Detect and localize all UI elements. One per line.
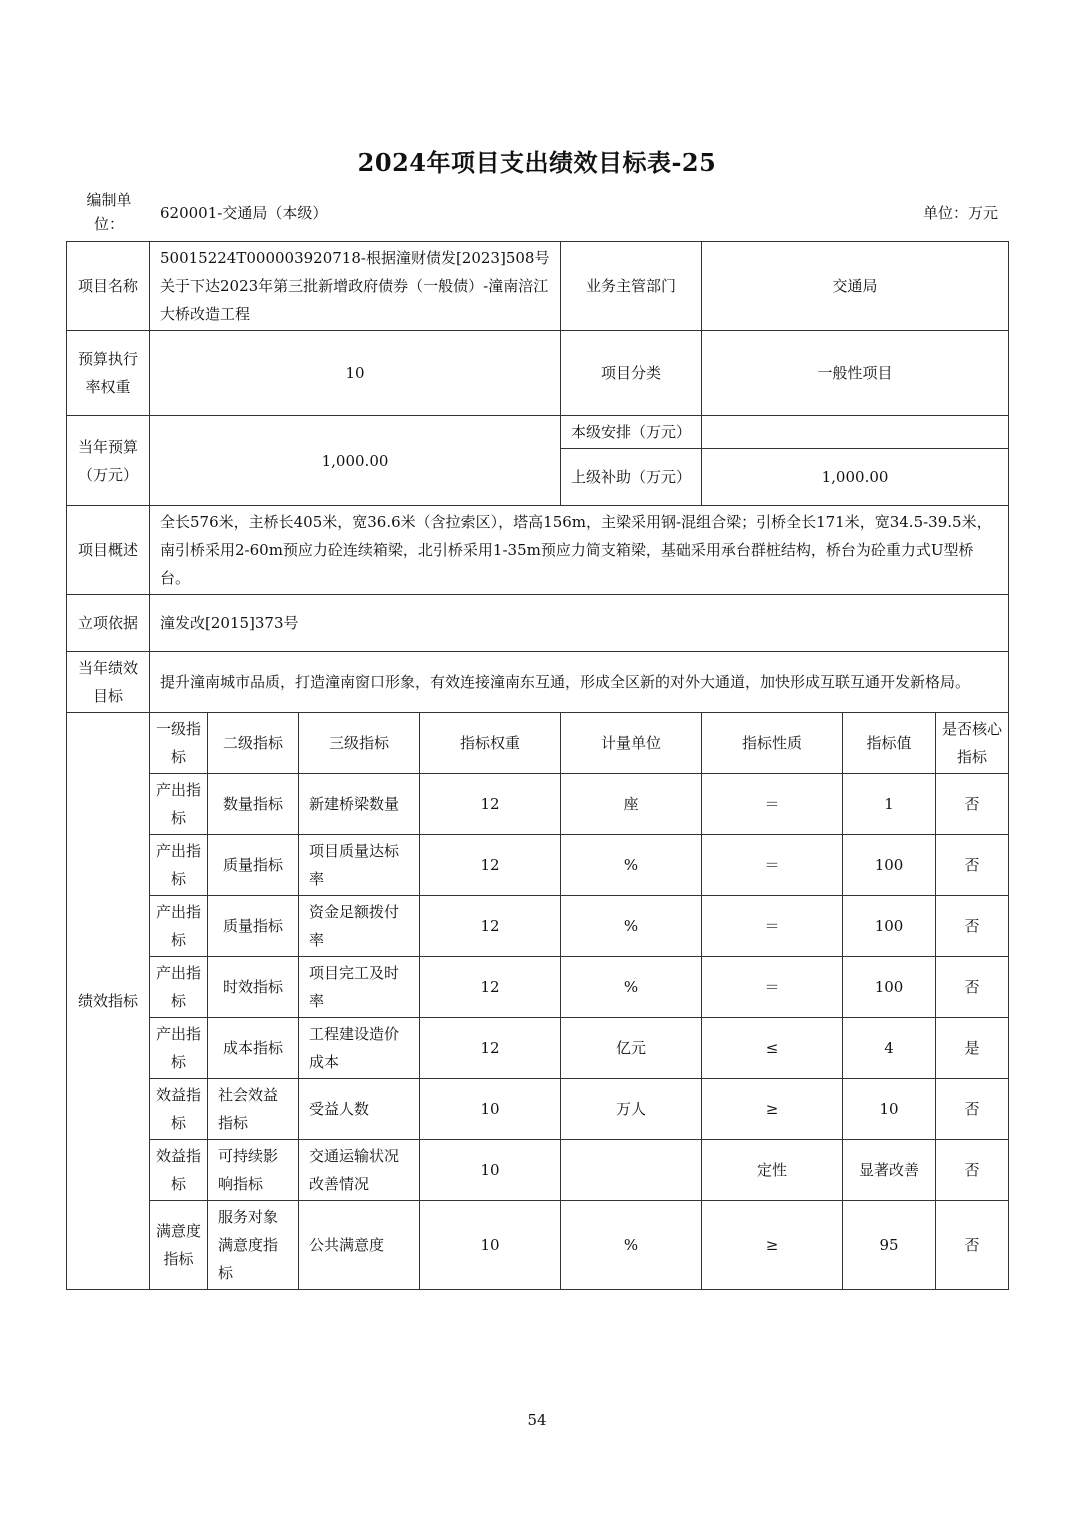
level2-cell: 社会效益指标 [208,1079,299,1140]
table-row [67,1140,1009,1201]
unit-cell: 万人 [561,1079,702,1140]
unit-cell: % [561,835,702,896]
nature-cell: 定性 [702,1140,843,1201]
header-level3: 三级指标 [299,713,420,774]
header-core: 是否核心指标 [936,713,1009,774]
overview-value: 全长576米，主桥长405米，宽36.6米（含拉索区），塔高156m，主梁采用钢-混组合梁；引桥全长171米，宽34.5-39.5米，南引桥采用2-60m预应力砼连续箱梁，北引桥采用1-35m预应力简支箱梁，基础采用承台群桩结构，桥台为砼重力式U型桥台。 [150,506,1009,595]
goal-value: 提升潼南城市品质，打造潼南窗口形象，有效连接潼南东互通，形成全区新的对外大通道，加快形成互联互通开发新格局。 [150,652,1009,713]
local-label: 本级安排（万元） [561,416,702,449]
row-exec-weight [67,331,1009,416]
category-label: 项目分类 [561,331,702,416]
core-cell: 否 [936,1201,1009,1290]
weight-cell: 12 [420,774,561,835]
weight-cell: 10 [420,1140,561,1201]
core-cell: 是 [936,1018,1009,1079]
exec-weight-value: 10 [150,331,561,416]
value-cell: 显著改善 [843,1140,936,1201]
level2-cell: 可持续影响指标 [208,1140,299,1201]
unit-cell: % [561,1201,702,1290]
nature-cell: ≤ [702,1018,843,1079]
header-weight: 指标权重 [420,713,561,774]
table-row [67,1018,1009,1079]
level3-cell: 新建桥梁数量 [299,774,420,835]
core-cell: 否 [936,1140,1009,1201]
row-basis [67,595,1009,652]
basis-value: 潼发改[2015]373号 [150,595,1009,652]
value-cell: 100 [843,957,936,1018]
level1-cell: 产出指标 [150,774,208,835]
perf-header-row [67,713,1009,774]
row-budget-top [67,416,1009,449]
value-cell: 10 [843,1079,936,1140]
basis-label: 立项依据 [67,595,150,652]
org-value: 620001-交通局（本级） [160,204,328,222]
level1-cell: 产出指标 [150,957,208,1018]
project-name-label: 项目名称 [67,242,150,331]
core-cell: 否 [936,957,1009,1018]
subsidy-value: 1,000.00 [702,449,1009,506]
dept-label: 业务主管部门 [561,242,702,331]
weight-cell: 12 [420,896,561,957]
value-cell: 95 [843,1201,936,1290]
table-row [67,1201,1009,1290]
level1-cell: 效益指标 [150,1079,208,1140]
level2-cell: 数量指标 [208,774,299,835]
level3-cell: 项目质量达标率 [299,835,420,896]
level1-cell: 产出指标 [150,1018,208,1079]
core-cell: 否 [936,1079,1009,1140]
core-cell: 否 [936,835,1009,896]
category-value: 一般性项目 [702,331,1009,416]
unit-cell: % [561,896,702,957]
goal-label: 当年绩效目标 [67,652,150,713]
nature-cell: ＝ [702,835,843,896]
exec-weight-label: 预算执行率权重 [67,331,150,416]
level1-cell: 效益指标 [150,1140,208,1201]
header-nature: 指标性质 [702,713,843,774]
nature-cell: ＝ [702,957,843,1018]
table-row [67,896,1009,957]
project-name-value: 50015224T000003920718-根据潼财债发[2023]508号关于下达2023年第三批新增政府债券（一般债）-潼南涪江大桥改造工程 [150,242,561,331]
level2-cell: 质量指标 [208,835,299,896]
core-cell: 否 [936,896,1009,957]
nature-cell: ＝ [702,896,843,957]
unit-cell: % [561,957,702,1018]
page-title: 2024年项目支出绩效目标表-25 [357,148,717,177]
local-value [702,416,1009,449]
level1-cell: 满意度指标 [150,1201,208,1290]
level2-cell: 时效指标 [208,957,299,1018]
nature-cell: ≥ [702,1201,843,1290]
row-project-name [67,242,1009,331]
core-cell: 否 [936,774,1009,835]
nature-cell: ＝ [702,774,843,835]
unit-cell [561,1140,702,1201]
weight-cell: 10 [420,1201,561,1290]
weight-cell: 12 [420,957,561,1018]
budget-label: 当年预算（万元） [67,416,150,506]
level3-cell: 资金足额拨付率 [299,896,420,957]
row-goal [67,652,1009,713]
level2-cell: 服务对象满意度指标 [208,1201,299,1290]
performance-target-table [66,241,1009,1290]
unit-cell: 座 [561,774,702,835]
level1-cell: 产出指标 [150,896,208,957]
weight-cell: 12 [420,835,561,896]
value-cell: 100 [843,835,936,896]
value-cell: 100 [843,896,936,957]
page-number: 54 [527,1411,547,1429]
value-cell: 4 [843,1018,936,1079]
table-row [67,774,1009,835]
weight-cell: 12 [420,1018,561,1079]
header-level2: 二级指标 [208,713,299,774]
perf-section-label: 绩效指标 [67,713,150,1290]
unit-cell: 亿元 [561,1018,702,1079]
dept-value: 交通局 [702,242,1009,331]
level1-cell: 产出指标 [150,835,208,896]
table-row [67,957,1009,1018]
level3-cell: 交通运输状况改善情况 [299,1140,420,1201]
level3-cell: 公共满意度 [299,1201,420,1290]
header-unit: 计量单位 [561,713,702,774]
weight-cell: 10 [420,1079,561,1140]
table-row [67,835,1009,896]
value-cell: 1 [843,774,936,835]
level2-cell: 质量指标 [208,896,299,957]
org-label: 编制单位： [86,191,132,233]
nature-cell: ≥ [702,1079,843,1140]
level3-cell: 项目完工及时率 [299,957,420,1018]
header-value: 指标值 [843,713,936,774]
overview-label: 项目概述 [67,506,150,595]
header-level1: 一级指标 [150,713,208,774]
subsidy-label: 上级补助（万元） [561,449,702,506]
row-overview [67,506,1009,595]
level3-cell: 工程建设造价成本 [299,1018,420,1079]
table-row [67,1079,1009,1140]
level2-cell: 成本指标 [208,1018,299,1079]
budget-value: 1,000.00 [150,416,561,506]
unit-label: 单位：万元 [922,204,998,222]
level3-cell: 受益人数 [299,1079,420,1140]
